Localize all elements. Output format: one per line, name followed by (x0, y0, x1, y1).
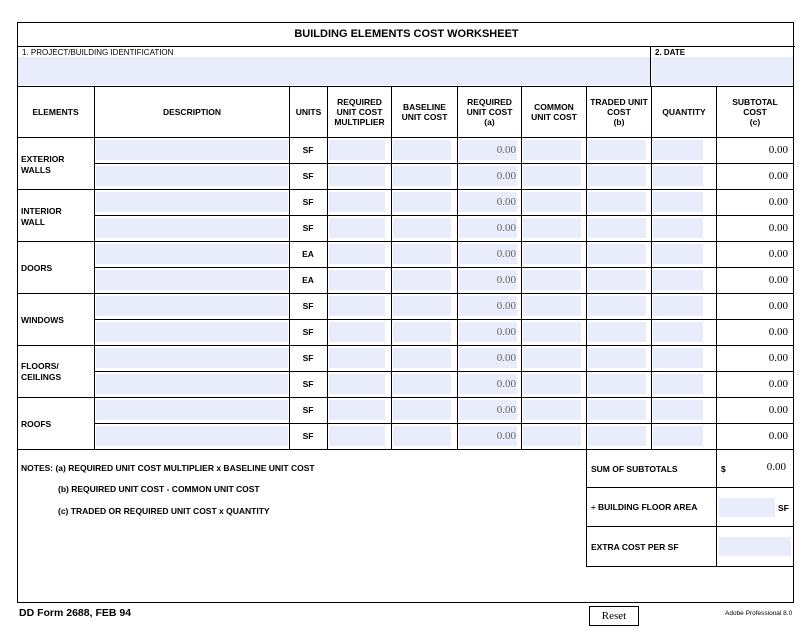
project-label: 1. PROJECT/BUILDING IDENTIFICATION (22, 48, 174, 57)
traded-unit-cost-field[interactable] (588, 270, 646, 290)
divider (521, 86, 522, 450)
description-field[interactable] (96, 322, 288, 342)
divider (650, 46, 651, 86)
divider (94, 371, 794, 372)
col-baseline-unit-cost (392, 87, 457, 137)
quantity-field[interactable] (653, 140, 703, 160)
date-field[interactable] (652, 57, 793, 85)
hdr-line: UNIT COST (401, 112, 448, 122)
col-description: DESCRIPTION (162, 107, 222, 117)
hdr-line: COST (743, 107, 767, 117)
common-unit-cost-field[interactable] (523, 270, 581, 290)
divider (17, 293, 794, 294)
sum-of-subtotals-label: SUM OF SUBTOTALS (591, 464, 678, 474)
form-title: BUILDING ELEMENTS COST WORKSHEET (18, 23, 795, 47)
quantity-field[interactable] (653, 374, 703, 394)
element-line: FLOORS/ (21, 361, 59, 371)
divider (586, 487, 794, 488)
area-unit: SF (778, 503, 789, 513)
baseline-unit-cost-field[interactable] (393, 348, 451, 368)
divider (716, 450, 717, 567)
element-label-interior-wall (21, 206, 62, 228)
element-label-doors (21, 263, 52, 274)
unit-label: SF (302, 431, 314, 441)
required-unit-cost-value[interactable]: 0.00 (496, 430, 516, 442)
baseline-unit-cost-field[interactable] (393, 192, 451, 212)
required-unit-cost-value[interactable]: 0.00 (496, 378, 516, 390)
unit-label: EA (302, 275, 314, 285)
traded-unit-cost-field[interactable] (588, 166, 646, 186)
description-field[interactable] (96, 374, 288, 394)
divider (586, 566, 794, 567)
unit-label: SF (302, 301, 314, 311)
baseline-unit-cost-field[interactable] (393, 374, 451, 394)
element-line: INTERIOR (21, 206, 62, 216)
subtotal-cost-value[interactable]: 0.00 (768, 430, 788, 442)
description-field[interactable] (96, 140, 288, 160)
divider (651, 86, 652, 450)
required-multiplier-field[interactable] (329, 296, 385, 316)
col-required-multiplier (328, 87, 391, 137)
divider (716, 86, 717, 450)
required-unit-cost-value[interactable]: 0.00 (496, 144, 516, 156)
date-label: 2. DATE (655, 48, 686, 57)
divider (391, 86, 392, 450)
common-unit-cost-field[interactable] (523, 400, 581, 420)
traded-unit-cost-field[interactable] (588, 348, 646, 368)
col-common-unit-cost (522, 87, 586, 137)
divider (17, 345, 794, 346)
required-multiplier-field[interactable] (329, 348, 385, 368)
quantity-field[interactable] (653, 218, 703, 238)
description-field[interactable] (96, 166, 288, 186)
divider (289, 86, 290, 450)
divider (17, 137, 794, 138)
hdr-line: COST (607, 107, 631, 117)
reset-button[interactable]: Reset (589, 606, 639, 626)
element-line: ROOFS (21, 419, 52, 429)
quantity-field[interactable] (653, 296, 703, 316)
subtotal-cost-value[interactable]: 0.00 (768, 222, 788, 234)
traded-unit-cost-field[interactable] (588, 296, 646, 316)
hdr-line: SUBTOTAL (732, 97, 778, 107)
divider (94, 319, 794, 320)
baseline-unit-cost-field[interactable] (393, 400, 451, 420)
software-label: Adobe Professional 8.0 (725, 610, 793, 617)
quantity-field[interactable] (653, 192, 703, 212)
baseline-unit-cost-field[interactable] (393, 270, 451, 290)
divider (17, 241, 794, 242)
subtotal-cost-value[interactable]: 0.00 (768, 144, 788, 156)
traded-unit-cost-field[interactable] (588, 244, 646, 264)
divider (94, 215, 794, 216)
required-unit-cost-value[interactable]: 0.00 (496, 352, 516, 364)
extra-cost-per-sf-field[interactable] (719, 537, 791, 556)
subtotal-cost-value[interactable]: 0.00 (768, 196, 788, 208)
required-multiplier-field[interactable] (329, 218, 385, 238)
common-unit-cost-field[interactable] (523, 374, 581, 394)
hdr-line: BASELINE (403, 102, 446, 112)
divider (586, 86, 587, 450)
building-floor-area-label: ÷ BUILDING FLOOR AREA (591, 502, 698, 512)
unit-label: SF (302, 405, 314, 415)
unit-label: SF (302, 327, 314, 337)
required-unit-cost-value[interactable]: 0.00 (496, 170, 516, 182)
common-unit-cost-field[interactable] (523, 192, 581, 212)
unit-label: SF (302, 379, 314, 389)
description-field[interactable] (96, 426, 288, 446)
unit-label: SF (302, 353, 314, 363)
quantity-field[interactable] (653, 322, 703, 342)
col-subtotal-cost (717, 87, 793, 137)
quantity-field[interactable] (653, 166, 703, 186)
divider (94, 423, 794, 424)
subtotal-cost-value[interactable]: 0.00 (768, 170, 788, 182)
element-label-roofs (21, 419, 51, 430)
description-field[interactable] (96, 348, 288, 368)
traded-unit-cost-field[interactable] (588, 400, 646, 420)
common-unit-cost-field[interactable] (523, 348, 581, 368)
element-line: EXTERIOR (21, 154, 65, 164)
required-multiplier-field[interactable] (329, 244, 385, 264)
element-line: WALLS (21, 165, 51, 175)
unit-label: SF (302, 197, 314, 207)
baseline-unit-cost-field[interactable] (393, 218, 451, 238)
description-field[interactable] (96, 270, 288, 290)
col-quantity: QUANTITY (662, 107, 706, 117)
required-multiplier-field[interactable] (329, 400, 385, 420)
traded-unit-cost-field[interactable] (588, 426, 646, 446)
quantity-field[interactable] (653, 348, 703, 368)
unit-label: SF (302, 171, 314, 181)
subtotal-cost-value[interactable]: 0.00 (768, 248, 788, 260)
baseline-unit-cost-field[interactable] (393, 244, 451, 264)
subtotal-cost-value[interactable]: 0.00 (768, 404, 788, 416)
required-multiplier-field[interactable] (329, 192, 385, 212)
divider (17, 397, 794, 398)
hdr-line: REQUIRED (467, 97, 512, 107)
hdr-line: UNIT COST (336, 107, 383, 117)
element-line: DOORS (21, 263, 53, 273)
common-unit-cost-field[interactable] (523, 140, 581, 160)
required-multiplier-field[interactable] (329, 140, 385, 160)
subtotal-cost-value[interactable]: 0.00 (768, 352, 788, 364)
quantity-field[interactable] (653, 244, 703, 264)
element-label-windows (21, 315, 64, 326)
hdr-line: UNIT COST (531, 112, 577, 122)
description-field[interactable] (96, 192, 288, 212)
subtotal-cost-value[interactable]: 0.00 (768, 274, 788, 286)
required-multiplier-field[interactable] (329, 322, 385, 342)
required-multiplier-field[interactable] (329, 166, 385, 186)
traded-unit-cost-field[interactable] (588, 218, 646, 238)
required-unit-cost-value[interactable]: 0.00 (496, 222, 516, 234)
quantity-field[interactable] (653, 400, 703, 420)
divider (94, 163, 794, 164)
divider (586, 450, 587, 567)
description-field[interactable] (96, 296, 288, 316)
building-floor-area-field[interactable] (719, 498, 775, 517)
currency-symbol: $ (721, 464, 726, 474)
required-unit-cost-value[interactable]: 0.00 (496, 196, 516, 208)
baseline-unit-cost-field[interactable] (393, 166, 451, 186)
quantity-field[interactable] (653, 426, 703, 446)
baseline-unit-cost-field[interactable] (393, 322, 451, 342)
element-line: WINDOWS (21, 315, 64, 325)
description-field[interactable] (96, 244, 288, 264)
hdr-line: REQUIRED (337, 97, 382, 107)
note-b: (b) REQUIRED UNIT COST - COMMON UNIT COST (58, 484, 260, 494)
hdr-line: (a) (484, 117, 495, 127)
divider (94, 86, 95, 450)
required-multiplier-field[interactable] (329, 270, 385, 290)
divider (457, 86, 458, 450)
project-field[interactable] (18, 57, 650, 85)
divider (327, 86, 328, 450)
extra-cost-per-sf-label: EXTRA COST PER SF (591, 542, 679, 552)
divider (586, 526, 794, 527)
divider (17, 189, 794, 190)
common-unit-cost-field[interactable] (523, 426, 581, 446)
traded-unit-cost-field[interactable] (588, 192, 646, 212)
hdr-line: UNIT COST (466, 107, 513, 117)
traded-unit-cost-field[interactable] (588, 140, 646, 160)
col-traded-unit-cost (587, 87, 651, 137)
subtotal-cost-value[interactable]: 0.00 (768, 326, 788, 338)
required-multiplier-field[interactable] (329, 426, 385, 446)
common-unit-cost-field[interactable] (523, 244, 581, 264)
note-c: (c) TRADED OR REQUIRED UNIT COST x QUANTITY (58, 506, 270, 516)
subtotal-cost-value[interactable]: 0.00 (768, 300, 788, 312)
common-unit-cost-field[interactable] (523, 166, 581, 186)
common-unit-cost-field[interactable] (523, 218, 581, 238)
col-elements: ELEMENTS (32, 107, 79, 117)
divider (17, 449, 794, 450)
note-a: NOTES: (a) REQUIRED UNIT COST MULTIPLIER x BASELINE UNIT COST (21, 463, 315, 473)
form-number: DD Form 2688, FEB 94 (19, 607, 132, 619)
baseline-unit-cost-field[interactable] (393, 140, 451, 160)
hdr-line: (b) (613, 117, 625, 127)
unit-label: EA (302, 249, 314, 259)
required-unit-cost-value[interactable]: 0.00 (496, 326, 516, 338)
subtotal-cost-value[interactable]: 0.00 (768, 378, 788, 390)
divider (94, 267, 794, 268)
description-field[interactable] (96, 400, 288, 420)
baseline-unit-cost-field[interactable] (393, 296, 451, 316)
common-unit-cost-field[interactable] (523, 322, 581, 342)
element-line: CEILINGS (21, 372, 62, 382)
required-unit-cost-value[interactable]: 0.00 (496, 274, 516, 286)
hdr-line: MULTIPLIER (334, 117, 385, 127)
col-units: UNITS (295, 107, 322, 117)
traded-unit-cost-field[interactable] (588, 374, 646, 394)
col-required-unit-cost (458, 87, 521, 137)
common-unit-cost-field[interactable] (523, 296, 581, 316)
required-multiplier-field[interactable] (329, 374, 385, 394)
hdr-line: TRADED UNIT (590, 97, 648, 107)
element-label-floors-ceilings (21, 361, 61, 383)
baseline-unit-cost-field[interactable] (393, 426, 451, 446)
quantity-field[interactable] (653, 270, 703, 290)
sum-of-subtotals-value[interactable]: 0.00 (766, 461, 786, 473)
required-unit-cost-value[interactable]: 0.00 (496, 300, 516, 312)
required-unit-cost-value[interactable]: 0.00 (496, 404, 516, 416)
description-field[interactable] (96, 218, 288, 238)
required-unit-cost-value[interactable]: 0.00 (496, 248, 516, 260)
unit-label: SF (302, 223, 314, 233)
hdr-line: COMMON (534, 102, 574, 112)
element-label-exterior-walls (21, 154, 64, 176)
unit-label: SF (302, 145, 314, 155)
traded-unit-cost-field[interactable] (588, 322, 646, 342)
hdr-line: (c) (749, 117, 761, 127)
element-line: WALL (21, 217, 46, 227)
